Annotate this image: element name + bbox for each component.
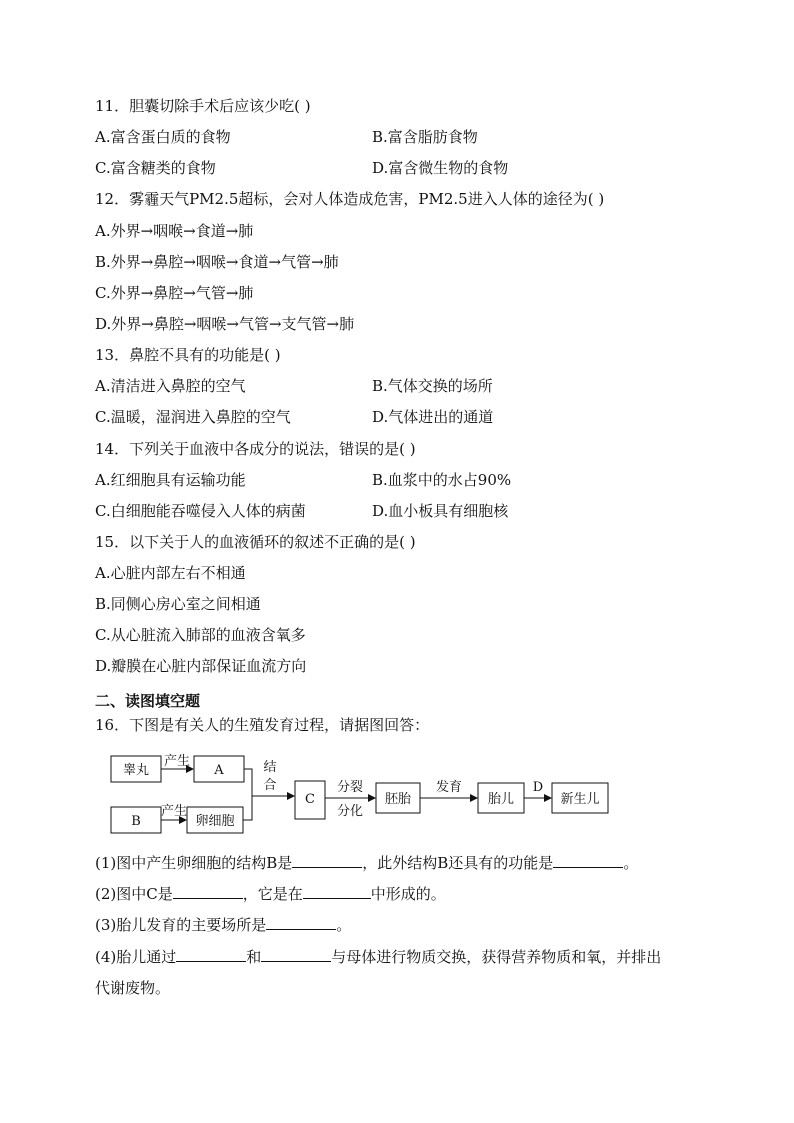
- q14-stem: 14．下列关于血液中各成分的说法，错误的是( ): [95, 440, 416, 458]
- answer-blank-6[interactable]: [176, 947, 246, 962]
- q15-stem: 15．以下关于人的血液循环的叙述不正确的是( ): [95, 533, 416, 551]
- q14-option-c: C.白细胞能吞噬侵入人体的病菌: [95, 502, 306, 520]
- label-combine-1: 结: [263, 760, 277, 775]
- label-testis: 睾丸: [122, 763, 150, 778]
- section-title: 二、读图填空题: [95, 692, 201, 710]
- q11-option-c: C.富含糖类的食物: [95, 159, 216, 177]
- q15-option-b: B.同侧心房心室之间相通: [95, 595, 261, 613]
- q12-option-c: C.外界→鼻腔→气管→肺: [95, 284, 254, 302]
- label-fetus: 胎儿: [487, 792, 515, 807]
- label-produce-1: 产生: [163, 754, 191, 769]
- q16-part-3: [95, 915, 351, 935]
- q16-p2-text-a: (2)图中C是: [95, 885, 173, 903]
- q16-p1-text-a: (1)图中产生卵细胞的结构B是: [95, 854, 293, 872]
- answer-blank-3[interactable]: [173, 884, 243, 899]
- q11-option-d: D.富含微生物的食物: [372, 159, 509, 177]
- q16-p2-text-b: ，它是在: [242, 885, 303, 903]
- label-divide: 分裂: [336, 780, 364, 795]
- q12-stem: 12．雾霾天气PM2.5超标，会对人体造成危害，PM2.5进入人体的途径为( ): [95, 190, 605, 208]
- label-c: C: [305, 792, 315, 807]
- q14-option-d: D.血小板具有细胞核: [372, 502, 509, 520]
- answer-blank-7[interactable]: [261, 947, 331, 962]
- q16-part-1: [95, 853, 638, 873]
- q11-option-a: A.富含蛋白质的食物: [95, 128, 231, 146]
- label-embryo: 胚胎: [384, 792, 412, 807]
- q12-option-a: A.外界→咽喉→食道→肺: [95, 222, 254, 240]
- q15-option-d: D.瓣膜在心脏内部保证血流方向: [95, 657, 307, 675]
- q16-part-4-continued: 代谢废物。: [95, 979, 171, 997]
- answer-blank-5[interactable]: [266, 915, 336, 930]
- q16-p3-text-b: 。: [336, 916, 352, 934]
- q12-option-b: B.外界→鼻腔→咽喉→食道→气管→肺: [95, 253, 339, 271]
- answer-blank-1[interactable]: [292, 853, 362, 868]
- q13-option-a: A.清洁进入鼻腔的空气: [95, 377, 246, 395]
- label-differentiate: 分化: [336, 804, 364, 819]
- q16-part-4: [95, 947, 661, 967]
- label-develop: 发育: [435, 780, 463, 795]
- q13-option-d: D.气体进出的通道: [372, 408, 494, 426]
- label-combine-2: 合: [263, 778, 277, 793]
- answer-blank-4[interactable]: [303, 884, 371, 899]
- reproduction-diagram: [100, 748, 620, 848]
- label-newborn: 新生儿: [560, 792, 600, 807]
- q15-option-c: C.从心脏流入肺部的血液含氧多: [95, 626, 306, 644]
- label-d: D: [532, 780, 544, 795]
- answer-blank-2[interactable]: [553, 853, 623, 868]
- q16-part-2: [95, 884, 446, 904]
- q16-p1-text-b: ，此外结构B还具有的功能是: [362, 854, 554, 872]
- q11-option-b: B.富含脂肪食物: [372, 128, 478, 146]
- q16-p4-text-b: 和: [246, 948, 262, 966]
- q11-stem: 11．胆囊切除手术后应该少吃( ): [95, 97, 311, 115]
- q15-option-a: A.心脏内部左右不相通: [95, 564, 246, 582]
- q16-stem: 16．下图是有关人的生殖发育过程，请据图回答：: [95, 716, 430, 734]
- q16-p4-text-a: (4)胎儿通过: [95, 948, 177, 966]
- q16-p3-text-a: (3)胎儿发育的主要场所是: [95, 916, 267, 934]
- q12-option-d: D.外界→鼻腔→咽喉→气管→支气管→肺: [95, 315, 355, 333]
- q16-p2-text-c: 中形成的。: [370, 885, 446, 903]
- q14-option-a: A.红细胞具有运输功能: [95, 471, 246, 489]
- q14-option-b: B.血浆中的水占90%: [372, 471, 512, 489]
- q16-p1-text-c: 。: [623, 854, 639, 872]
- label-produce-2: 产生: [160, 804, 188, 819]
- label-egg: 卵细胞: [195, 814, 235, 829]
- label-a: A: [214, 763, 224, 778]
- q13-option-b: B.气体交换的场所: [372, 377, 493, 395]
- q16-p4-text-c: 与母体进行物质交换，获得营养物质和氧，并排出: [331, 948, 662, 966]
- q13-stem: 13．鼻腔不具有的功能是( ): [95, 346, 281, 364]
- q13-option-c: C.温暖，湿润进入鼻腔的空气: [95, 408, 291, 426]
- label-b: B: [131, 814, 141, 829]
